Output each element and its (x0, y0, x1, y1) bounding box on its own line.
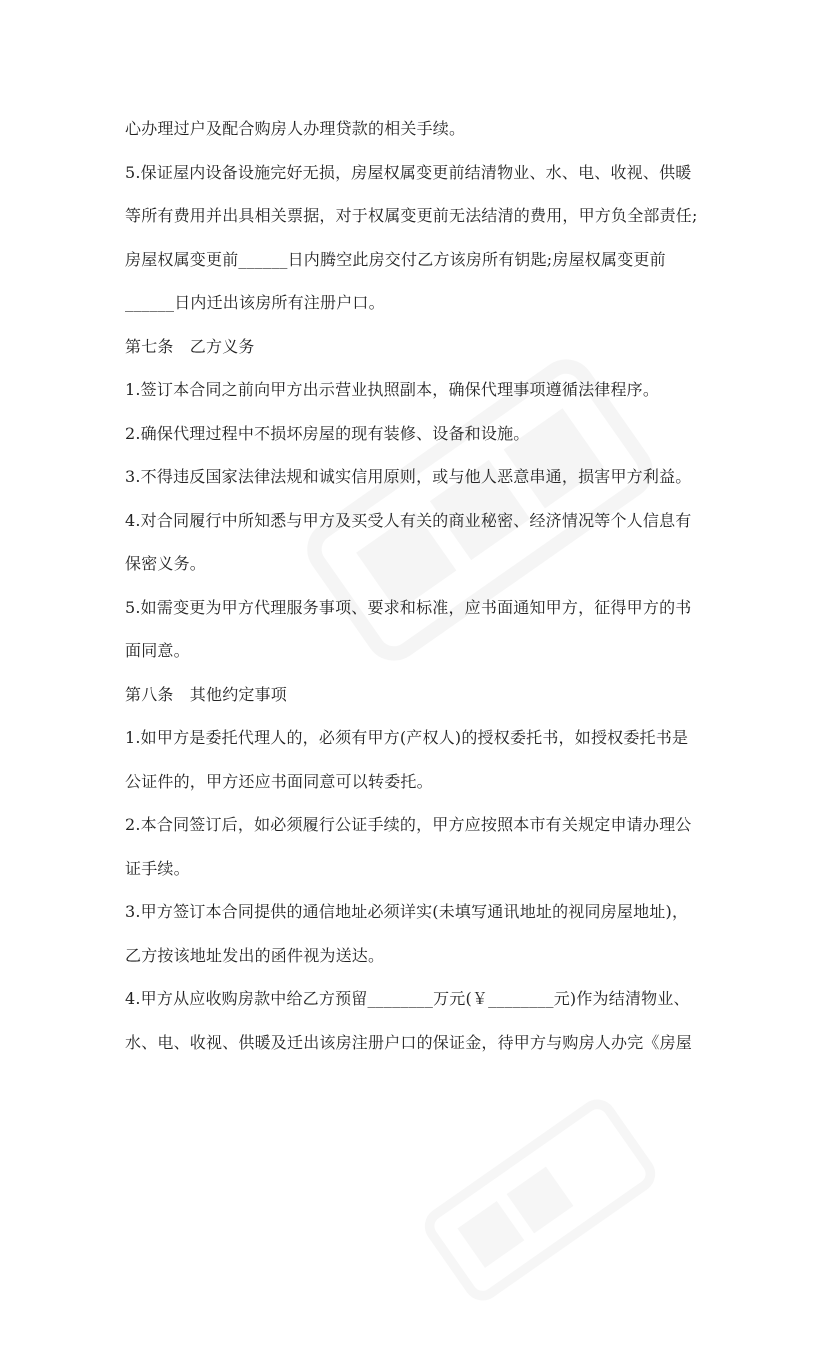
text-line: 5.如需变更为甲方代理服务事项、要求和标准，应书面通知甲方，征得甲方的书 (125, 597, 692, 617)
text-line: 1.如甲方是委托代理人的，必须有甲方(产权人)的授权委托书，如授权委托书是 (125, 728, 689, 747)
text-line: 5.保证屋内设备设施完好无损，房屋权属变更前结清物业、水、电、收视、供暖 (125, 162, 692, 182)
text-line: 房屋权属变更前______日内腾空此房交付乙方该房所有钥匙;房屋权属变更前 (125, 249, 666, 269)
text-line: 保密义务。 (125, 554, 207, 573)
text-line: 公证件的，甲方还应书面同意可以转委托。 (125, 771, 433, 791)
text-line: 证手续。 (125, 858, 190, 878)
text-line: 3.不得违反国家法律法规和诚实信用原则，或与他人恶意串通，损害甲方利益。 (125, 467, 692, 486)
text-line: ______日内迁出该房所有注册户口。 (125, 293, 385, 312)
text-line: 3.甲方签订本合同提供的通信地址必须详实(未填写通讯地址的视同房屋地址)， (125, 902, 689, 921)
text-line: 4.甲方从应收购房款中给乙方预留________万元(￥________元)作为结清物业、 (125, 989, 690, 1008)
text-line: 乙方按该地址发出的函件视为送达。 (125, 945, 385, 965)
text-line: 水、电、收视、供暖及迁出该房注册户口的保证金，待甲方与购房人办完《房屋 (125, 1032, 693, 1052)
section-heading-7: 第七条 乙方义务 (125, 336, 255, 356)
text-line: 心办理过户及配合购房人办理贷款的相关手续。 (125, 119, 466, 138)
text-line: 面同意。 (125, 641, 190, 660)
text-line: 4.对合同履行中所知悉与甲方及买受人有关的商业秘密、经济情况等个人信息有 (125, 510, 692, 530)
watermark-logo-icon (373, 1033, 707, 1367)
text-line: 1.签订本合同之前向甲方出示营业执照副本，确保代理事项遵循法律程序。 (125, 380, 660, 399)
text-line: 等所有费用并出具相关票据，对于权属变更前无法结清的费用，甲方负全部责任; (125, 206, 698, 225)
text-line: 2.本合同签订后，如必须履行公证手续的，甲方应按照本市有关规定申请办理公 (125, 815, 692, 834)
section-heading-8: 第八条 其他约定事项 (125, 684, 288, 704)
text-line: 2.确保代理过程中不损坏房屋的现有装修、设备和设施。 (125, 423, 530, 443)
document-body (125, 107, 715, 1064)
